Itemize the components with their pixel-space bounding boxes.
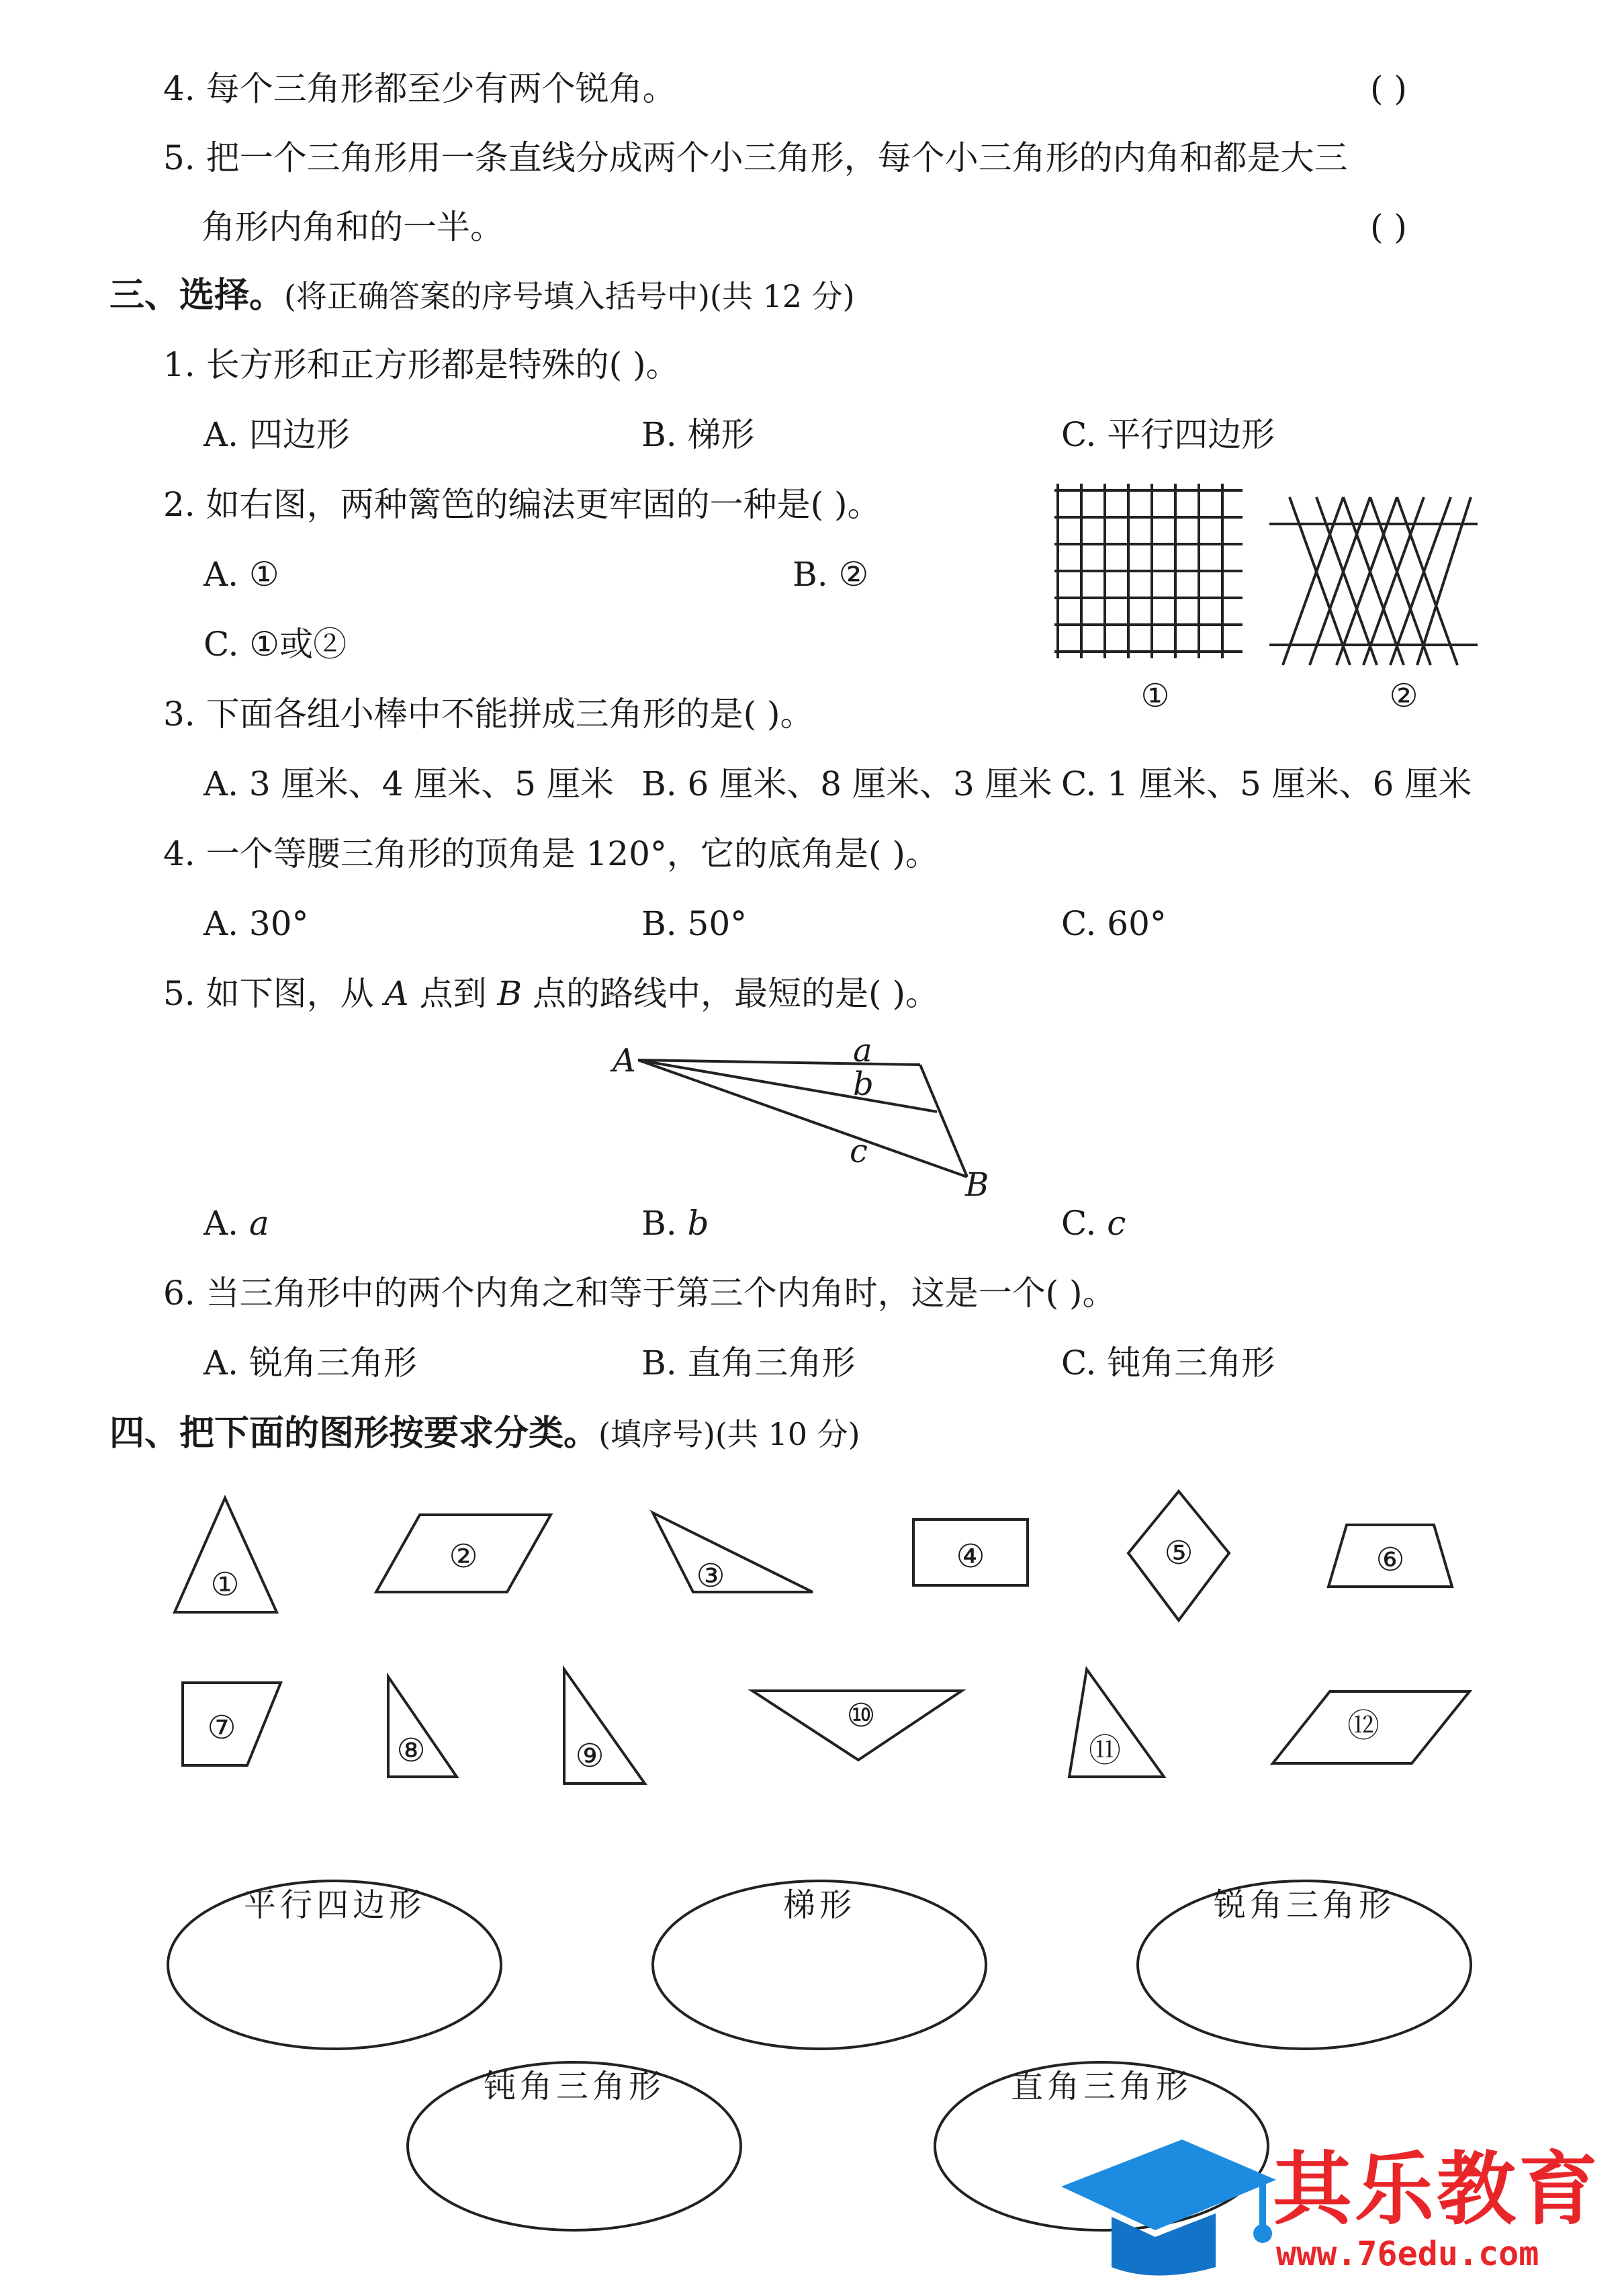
logo-url[interactable]: www.76edu.com <box>1276 2234 1539 2273</box>
q5-opt-b-letter: b <box>687 1204 709 1243</box>
choice-q2-a[interactable]: A. ① <box>204 555 279 594</box>
q5-opt-c-prefix: C. <box>1061 1204 1108 1243</box>
choice-q4-a[interactable]: A. 30° <box>204 904 309 943</box>
choice-q2-stem: 2. 如右图，两种篱笆的编法更牢固的一种是( )。 <box>163 485 881 524</box>
route-label-a: a <box>853 1032 872 1069</box>
route-label-c: c <box>850 1133 868 1170</box>
section4-note: (填序号)(共 10 分) <box>598 1416 860 1452</box>
choice-q4-stem: 4. 一个等腰三角形的顶角是 120°，它的底角是( )。 <box>163 834 939 873</box>
choice-q6-c[interactable]: C. 钝角三角形 <box>1061 1344 1275 1382</box>
shape-label-3: ③ <box>696 1557 725 1595</box>
choice-q1-c[interactable]: C. 平行四边形 <box>1061 415 1275 454</box>
q5-opt-b-prefix: B. <box>641 1204 688 1243</box>
choice-q3-a[interactable]: A. 3 厘米、4 厘米、5 厘米 <box>204 764 615 803</box>
choice-q3-stem: 3. 下面各组小棒中不能拼成三角形的是( )。 <box>163 695 814 734</box>
shape-label-8: ⑧ <box>396 1732 426 1769</box>
category-parallelogram[interactable]: 平行四边形 <box>243 1886 425 1924</box>
choice-q1-b[interactable]: B. 梯形 <box>641 415 755 454</box>
choice-q1-a[interactable]: A. 四边形 <box>204 415 350 454</box>
shape-label-1: ① <box>210 1566 240 1603</box>
section4-heading: 四、把下面的图形按要求分类。 <box>109 1413 599 1454</box>
shape-label-10: ⑩ <box>846 1697 876 1734</box>
route-point-b: B <box>965 1166 989 1204</box>
q5-point-b: B <box>497 974 523 1013</box>
category-right-triangle[interactable]: 直角三角形 <box>1010 2068 1192 2105</box>
shape-label-5: ⑤ <box>1164 1534 1193 1572</box>
q5-stem-pre: 5. 如下图，从 <box>163 974 385 1013</box>
choice-q4-b[interactable]: B. 50° <box>641 904 748 943</box>
judge-q5-paren[interactable]: ( ) <box>1370 208 1407 247</box>
category-trapezoid[interactable]: 梯形 <box>782 1886 856 1924</box>
choice-q2-c[interactable]: C. ①或② <box>204 625 347 664</box>
judge-q5-line1: 5. 把一个三角形用一条直线分成两个小三角形，每个小三角形的内角和都是大三 <box>163 138 1348 177</box>
judge-q4-paren[interactable]: ( ) <box>1370 69 1407 108</box>
category-acute-triangle[interactable]: 锐角三角形 <box>1213 1886 1395 1924</box>
choice-q4-c[interactable]: C. 60° <box>1061 904 1167 943</box>
choice-q3-b[interactable]: B. 6 厘米、8 厘米、3 厘米 <box>641 764 1052 803</box>
choice-q6-stem: 6. 当三角形中的两个内角之和等于第三个内角时，这是一个( )。 <box>163 1274 1116 1313</box>
fence-label-2: ② <box>1389 677 1418 715</box>
q5-opt-a-letter: a <box>249 1204 269 1243</box>
shape-label-12: ⑫ <box>1347 1707 1380 1745</box>
q5-point-a: A <box>384 974 409 1013</box>
route-point-a: A <box>613 1042 636 1080</box>
shape-label-11: ⑪ <box>1088 1732 1121 1769</box>
fence-label-1: ① <box>1140 677 1170 715</box>
choice-q3-c[interactable]: C. 1 厘米、5 厘米、6 厘米 <box>1061 764 1472 803</box>
section3-note: (将正确答案的序号填入括号中)(共 12 分) <box>284 278 855 314</box>
shape-label-4: ④ <box>956 1538 985 1575</box>
judge-q5-line2: 角形内角和的一半。 <box>201 208 504 247</box>
shape-label-7: ⑦ <box>207 1709 236 1747</box>
choice-q6-a[interactable]: A. 锐角三角形 <box>204 1344 417 1382</box>
q5-opt-c-letter: c <box>1107 1204 1126 1243</box>
choice-q2-b[interactable]: B. ② <box>793 555 869 594</box>
q5-stem-post: 点的路线中，最短的是( )。 <box>522 974 939 1013</box>
shape-label-9: ⑨ <box>575 1737 604 1775</box>
route-label-b: b <box>853 1065 874 1103</box>
choice-q6-b[interactable]: B. 直角三角形 <box>641 1344 856 1382</box>
choice-q1-stem: 1. 长方形和正方形都是特殊的( )。 <box>163 345 680 384</box>
shape-label-2: ② <box>449 1538 478 1575</box>
q5-stem-mid: 点到 <box>408 974 498 1013</box>
q5-opt-a-prefix: A. <box>204 1204 249 1243</box>
judge-q4: 4. 每个三角形都至少有两个锐角。 <box>163 69 676 108</box>
shape-label-6: ⑥ <box>1375 1541 1405 1579</box>
logo-name: 其乐教育 <box>1273 2143 1601 2236</box>
section3-heading: 三、选择。 <box>109 275 285 316</box>
category-obtuse-triangle[interactable]: 钝角三角形 <box>483 2068 665 2105</box>
